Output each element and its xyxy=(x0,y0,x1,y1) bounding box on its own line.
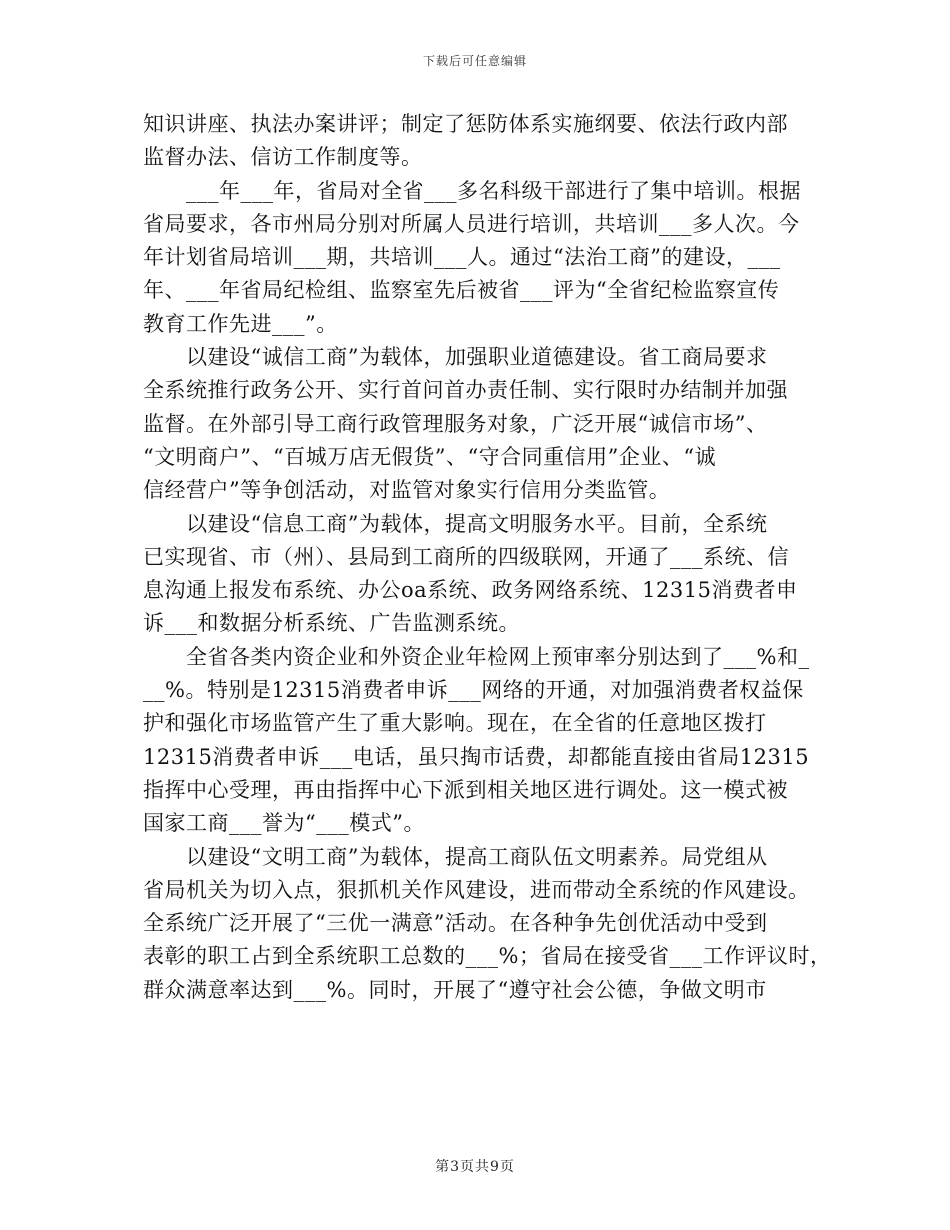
paragraph-4 xyxy=(143,508,813,641)
text-line: 省局机关为切入点，狠抓机关作风建设，进而带动全系统的作风建设。 xyxy=(143,877,810,902)
paragraph-6 xyxy=(143,841,832,1007)
text-line: 年、___年省局纪检组、监察室先后被省___评为“全省纪检监察宣传 xyxy=(143,278,780,303)
text-line: 以建设“信息工商”为载体，提高文明服务水平。目前，全系统 xyxy=(143,511,768,536)
text-line: 年计划省局培训___期，共培训___人。通过“法治工商”的建设，___ xyxy=(143,245,781,270)
document-body xyxy=(143,108,832,1007)
text-line: 全系统广泛开展了“三优一满意”活动。在各种争先创优活动中受到 xyxy=(143,911,768,936)
text-line: 以建设“文明工商”为载体，提高工商队伍文明素养。局党组从 xyxy=(143,844,768,869)
text-line: 护和强化市场监管产生了重大影响。现在，在全省的任意地区拨打 xyxy=(143,711,767,736)
text-line: ___年___年，省局对全省___多名科级干部进行了集中培训。根据 xyxy=(143,178,801,203)
text-line: 全系统推行政务公开、实行首问首办责任制、实行限时办结制并加强 xyxy=(143,378,788,403)
paragraph-3 xyxy=(143,341,813,507)
text-line: __%。特别是12315消费者申诉___网络的开通，对加强消费者权益保 xyxy=(143,678,804,703)
text-line: 信经营户”等争创活动，对监管对象实行信用分类监管。 xyxy=(143,478,671,503)
paragraph-2 xyxy=(143,175,813,341)
text-line: 知识讲座、执法办案讲评；制定了惩防体系实施纲要、依法行政内部 xyxy=(143,112,788,136)
text-line: 12315消费者申诉___电话，虽只掏市话费，却都能直接由省局12315 xyxy=(143,744,810,769)
text-line: 以建设“诚信工商”为载体，加强职业道德建设。省工商局要求 xyxy=(143,345,768,370)
text-line: 监督办法、信访工作制度等。 xyxy=(143,145,423,170)
text-line: 省局要求，各市州局分别对所属人员进行培训，共培训___多人次。今 xyxy=(143,211,800,236)
text-line: 群众满意率达到___%。同时，开展了“遵守社会公德，争做文明市 xyxy=(143,977,767,1002)
text-line: 表彰的职工占到全系统职工总数的___%；省局在接受省___工作评议时， xyxy=(143,944,832,969)
paragraph-1 xyxy=(143,108,813,175)
text-line: “文明商户”、“百城万店无假货”、“守合同重信用”企业、“诚 xyxy=(143,444,717,469)
text-line: 已实现省、市（州）、县局到工商所的四级联网，开通了___系统、信 xyxy=(143,544,789,569)
text-line: 指挥中心受理，再由指挥中心下派到相关地区进行调处。这一模式被 xyxy=(143,777,788,802)
text-line: 息沟通上报发布系统、办公oa系统、政务网络系统、12315消费者申 xyxy=(143,578,798,603)
paragraph-5 xyxy=(143,641,813,841)
text-line: 监督。在外部引导工商行政管理服务对象，广泛开展“诚信市场”、 xyxy=(143,411,768,436)
text-line: 诉___和数据分析系统、广告监测系统。 xyxy=(143,611,520,636)
text-line: 全省各类内资企业和外资企业年检网上预审率分别达到了___%和_ xyxy=(143,644,810,669)
text-line: 国家工商___誉为“___模式”。 xyxy=(143,811,425,836)
text-line: 教育工作先进___”。 xyxy=(143,311,338,336)
page-number: 第3页共9页 xyxy=(435,1159,515,1175)
page-header: 下载后可任意编辑 xyxy=(422,54,527,68)
